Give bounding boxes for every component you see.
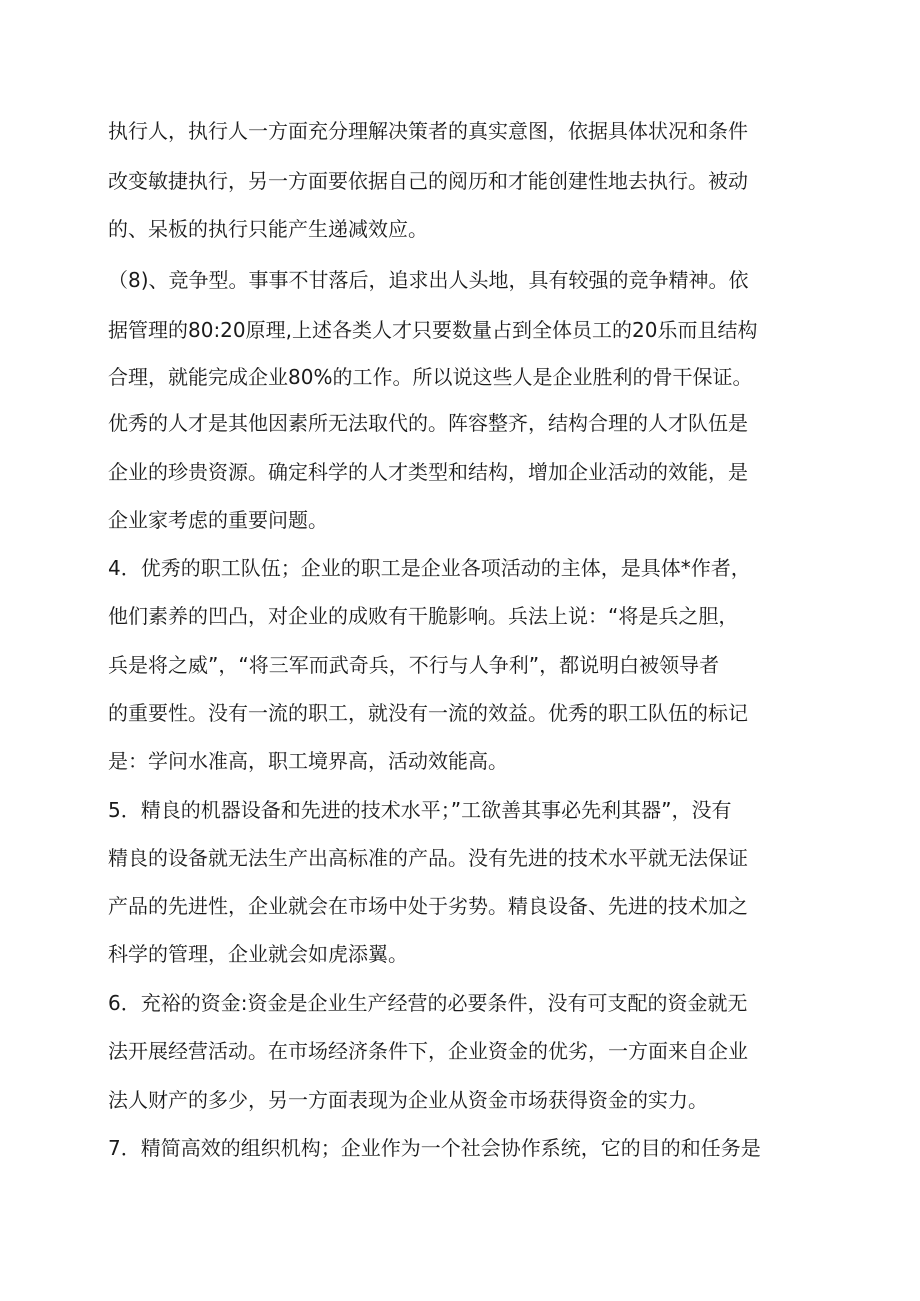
text-line: 的重要性。没有一流的职工，就没有一流的效益。优秀的职工队伍的标记: [108, 701, 748, 725]
text-line: 企业家考虑的重要问题。: [108, 508, 328, 532]
text-line: 的、呆板的执行只能产生递减效应。: [108, 217, 428, 241]
text-line: （8)、竞争型。事事不甘落后，追求出人头地，具有较强的竞争精神。依: [108, 268, 749, 292]
text-line: 企业的珍贵资源。确定科学的人才类型和结构，增加企业活动的效能，是: [108, 460, 748, 484]
text-line: 产品的先进性，企业就会在市场中处于劣势。精良设备、先进的技术加之: [108, 894, 748, 918]
text-line: 兵是将之威”，“将三军而武奇兵，不行与人争利”，都说明白被领导者: [108, 653, 720, 677]
text-line: 精良的设备就无法生产出高标准的产品。没有先进的技术水平就无法保证: [108, 846, 748, 870]
text-line: 法人财产的多少，另一方面表现为企业从资金市场获得资金的实力。: [108, 1088, 708, 1112]
text-line: 优秀的人才是其他因素所无法取代的。阵容整齐，结构合理的人才队伍是: [108, 411, 748, 435]
text-line: 改变敏捷执行，另一方面要依据自己的阅历和才能创建性地去执行。被动: [108, 169, 748, 193]
text-line: 法开展经营活动。在市场经济条件下，企业资金的优劣，一方面来自企业: [108, 1039, 748, 1063]
text-line: 执行人，执行人一方面充分理解决策者的真实意图，依据具体状况和条件: [108, 119, 748, 143]
text-line: 5．精良的机器设备和先进的技术水平；”工欲善其事必先利其器”，没有: [108, 798, 732, 822]
text-line: 是：学问水准高，职工境界高，活动效能高。: [108, 749, 508, 773]
text-line: 6．充裕的资金:资金是企业生产经营的必要条件，没有可支配的资金就无: [108, 991, 748, 1015]
text-line: 据管理的80:20原理,上述各类人才只要数量占到全体员工的20乐而且结构: [108, 318, 758, 342]
text-line: 7．精简高效的组织机构；企业作为一个社会协作系统，它的目的和任务是: [108, 1136, 761, 1160]
text-line: 合理，就能完成企业80%的工作。所以说这些人是企业胜利的骨干保证。: [108, 365, 753, 389]
text-line: 他们素养的凹凸，对企业的成败有干脆影响。兵法上说：“将是兵之胆，: [108, 604, 739, 628]
text-line: 科学的管理，企业就会如虎添翼。: [108, 942, 408, 966]
text-line: 4．优秀的职工队伍；企业的职工是企业各项活动的主体，是具体*作者，: [108, 556, 751, 580]
